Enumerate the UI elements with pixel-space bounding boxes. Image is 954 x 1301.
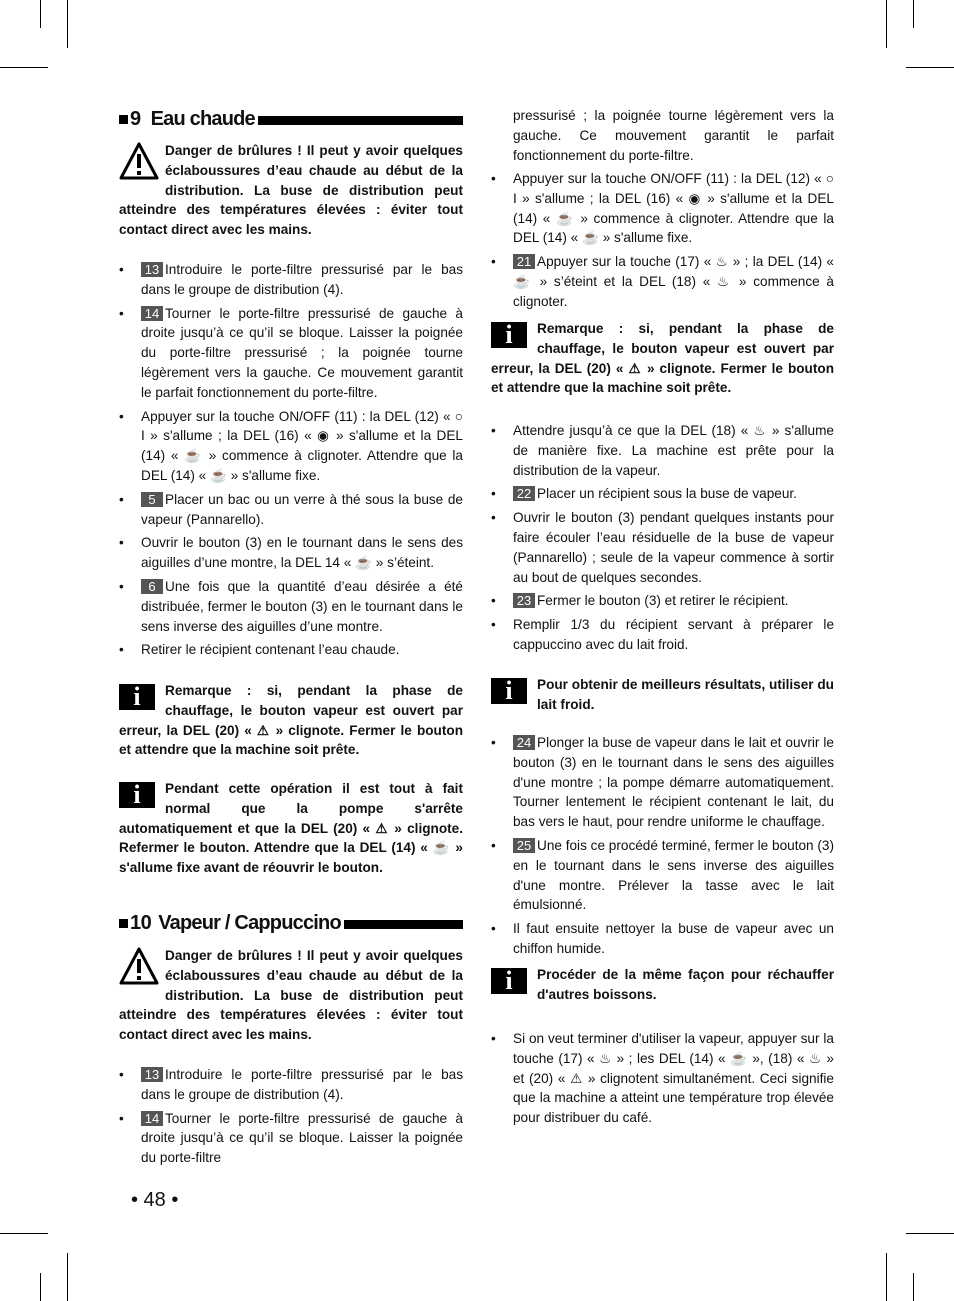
- section-heading-9: [119, 107, 463, 131]
- info-note: [491, 965, 834, 1005]
- list-item: [119, 533, 463, 573]
- danger-note: [119, 141, 463, 240]
- instruction-list: [491, 733, 834, 963]
- list-item: [491, 733, 834, 832]
- crop-mark: [913, 1273, 914, 1301]
- info-note: [491, 675, 834, 715]
- info-note: [119, 681, 463, 760]
- instruction-list: [119, 1065, 463, 1172]
- danger-note: [119, 946, 463, 1045]
- warning-triangle-icon: [119, 141, 159, 181]
- list-item: [491, 508, 834, 587]
- danger-text: Danger de brûlures ! Il peut y avoir quelques éclaboussures d’eau chaude au début de la distribution. La buse de distribution peut atteindre des températures élevées : éviter tout contact direct avec les mains.: [119, 143, 463, 238]
- crop-mark: [40, 0, 41, 28]
- info-text: Remarque : si, pendant la phase de chauffage, le bouton vapeur est ouvert par erreur, la DEL (20) « ⚠ » clignote. Fermer le bouton et attendre que la machine soit prête.: [119, 683, 463, 758]
- list-item: [491, 169, 834, 248]
- list-item: [491, 252, 834, 311]
- info-note: [119, 779, 463, 878]
- section-number: 10: [130, 911, 152, 934]
- list-item-text: Attendre jusqu’à ce que la DEL (18) « ♨ » s'allume de manière fixe. La machine est prête pour la distribution de la vapeur.: [513, 423, 834, 478]
- list-item: [491, 421, 834, 480]
- step-number-badge: 13: [141, 1067, 163, 1082]
- warning-triangle-icon: [119, 946, 159, 986]
- list-item-text: Retirer le récipient contenant l’eau chaude.: [141, 642, 400, 658]
- info-note: [491, 319, 834, 398]
- list-item-text: Placer un bac ou un verre à thé sous la buse de vapeur (Pannarello).: [141, 491, 463, 527]
- crop-mark: [906, 67, 954, 68]
- list-item: [119, 407, 463, 486]
- list-item: [119, 490, 463, 530]
- list-item: [491, 484, 834, 504]
- list-item-text: Une fois que la quantité d’eau désirée a été distribuée, fermer le bouton (3) en le tournant dans le sens inverse des aiguilles d’une montre.: [141, 578, 463, 634]
- info-icon: i: [119, 684, 155, 710]
- info-text: Pendant cette opération il est tout à fait normal que la pompe s'arrête automatiquement et que la DEL (20) « ⚠ » clignote. Refermer le bouton. Attendre que la DEL (14) « ☕ » s'allume fixe avant de réouvrir le bouton.: [119, 781, 463, 876]
- continued-text: [491, 106, 834, 165]
- section-number: 9: [130, 107, 141, 130]
- list-item-text: Remplir 1/3 du récipient servant à préparer le cappuccino avec du lait froid.: [513, 617, 834, 652]
- heading-rule: [344, 920, 463, 929]
- info-icon: i: [491, 322, 527, 348]
- list-item-text: Une fois ce procédé terminé, fermer le bouton (3) en le tournant dans le sens inverse des aiguilles d'une montre. Prélever la tasse avec le lait émulsionné.: [513, 837, 834, 913]
- list-item: [119, 1109, 463, 1168]
- info-text: Remarque : si, pendant la phase de chauffage, le bouton vapeur est ouvert par erreur, la DEL (20) « ⚠ » clignote. Fermer le bouton et attendre que la machine soit prête.: [491, 321, 834, 396]
- step-number-badge: 21: [513, 254, 535, 269]
- list-item-text: Appuyer sur la touche (17) « ♨ » ; la DEL (14) « ☕ » s’éteint et la DEL (18) « ♨ » commence à clignoter.: [513, 254, 834, 309]
- section-title: Eau chaude: [150, 107, 255, 130]
- page-number: • 48 •: [131, 1189, 179, 1211]
- list-item-text: Placer un récipient sous la buse de vapeur.: [537, 486, 797, 502]
- crop-mark: [40, 1273, 41, 1301]
- instruction-list: [119, 260, 463, 664]
- list-item: [119, 640, 463, 660]
- crop-mark: [906, 1233, 954, 1234]
- crop-mark: [67, 0, 68, 48]
- heading-rule: [258, 116, 463, 125]
- continued-paragraph: pressurisé ; la poignée tourne légèrement vers la gauche. Ce mouvement garantit le parfait fonctionnement du porte-filtre.: [513, 108, 834, 163]
- list-item: [491, 591, 834, 611]
- list-item: [119, 260, 463, 300]
- list-item: [491, 919, 834, 959]
- step-number-badge: 13: [141, 262, 163, 277]
- crop-mark: [886, 1253, 887, 1301]
- list-item-text: Tourner le porte-filtre pressurisé de gauche à droite jusqu’à ce qu’il se bloque. Laisser la poignée du porte-filtre: [141, 1110, 463, 1166]
- step-number-badge: 25: [513, 838, 535, 853]
- step-number-badge: 5: [141, 492, 163, 507]
- step-number-badge: 22: [513, 486, 535, 501]
- list-item-text: Si on veut terminer d'utiliser la vapeur, appuyer sur la touche (17) « ♨ » ; les DEL (14) « ☕ », (18) « ♨ » et (20) « ⚠ » clignotent simultanément. Ceci signifie que la machine a atteint une température trop élevée pour distribuer du café.: [513, 1031, 834, 1126]
- step-number-badge: 14: [141, 306, 163, 321]
- instruction-list: [491, 1029, 834, 1132]
- instruction-list: [491, 169, 834, 316]
- info-text: Pour obtenir de meilleurs résultats, utiliser du lait froid.: [537, 677, 834, 712]
- list-item-text: Ouvrir le bouton (3) pendant quelques instants pour faire écouler l’eau résiduelle de la buse de vapeur (Pannarello) ; seule de la vapeur commence à sortir au bout de quelques secondes.: [513, 510, 834, 585]
- list-item-text: Introduire le porte-filtre pressurisé par le bas dans le groupe de distribution (4).: [141, 1067, 463, 1102]
- list-item-text: Appuyer sur la touche ON/OFF (11) : la DEL (12) « ○ I » s'allume ; la DEL (16) « ◉ » s'allume et la DEL (14) « ☕ » commence à clignoter. Attendre que la DEL (14) « ☕ » s'allume fixe.: [141, 408, 463, 483]
- info-icon: i: [491, 968, 527, 994]
- list-item-text: Introduire le porte-filtre pressurisé par le bas dans le groupe de distribution (4).: [141, 262, 463, 297]
- crop-mark: [0, 1233, 48, 1234]
- list-item: [119, 577, 463, 636]
- list-item-text: Ouvrir le bouton (3) en le tournant dans le sens des aiguilles d’une montre, la DEL 14 « ☕ » s’éteint.: [141, 535, 463, 571]
- list-item: [491, 836, 834, 915]
- list-item: [119, 1065, 463, 1105]
- crop-mark: [886, 0, 887, 48]
- list-item: [119, 304, 463, 403]
- instruction-list: [491, 421, 834, 659]
- list-item: [491, 1029, 834, 1128]
- section-title: Vapeur / Cappuccino: [158, 911, 341, 934]
- danger-text: Danger de brûlures ! Il peut y avoir quelques éclaboussures d’eau chaude au début de la distribution. La buse de distribution peut atteindre des températures élevées : éviter tout contact direct avec les mains.: [119, 948, 463, 1043]
- step-number-badge: 23: [513, 593, 535, 608]
- step-number-badge: 24: [513, 735, 535, 750]
- step-number-badge: 14: [141, 1111, 163, 1126]
- info-icon: i: [491, 678, 527, 704]
- crop-mark: [0, 67, 48, 68]
- list-item-text: Fermer le bouton (3) et retirer le récipient.: [537, 593, 789, 609]
- list-item-text: Plonger la buse de vapeur dans le lait et ouvrir le bouton (3) en le tournant dans le sens des aiguilles d'une montre ; la pompe démarre automatiquement. Tourner lentement le récipient contenant le lait, du bas vers le haut, pour rendre uniforme le chauffage.: [513, 735, 834, 830]
- heading-marker: [119, 919, 128, 928]
- step-number-badge: 6: [141, 579, 163, 594]
- info-icon: i: [119, 782, 155, 808]
- list-item-text: Appuyer sur la touche ON/OFF (11) : la DEL (12) « ○ I » s'allume ; la DEL (16) « ◉ » s'allume et la DEL (14) « ☕ » commence à clignoter. Attendre que la DEL (14) « ☕ » s'allume fixe.: [513, 171, 834, 246]
- section-heading-10: [119, 911, 463, 935]
- info-text: Procéder de la même façon pour réchauffer d'autres boissons.: [537, 967, 834, 1002]
- crop-mark: [67, 1253, 68, 1301]
- crop-mark: [913, 0, 914, 28]
- list-item-text: Il faut ensuite nettoyer la buse de vapeur avec un chiffon humide.: [513, 921, 834, 956]
- heading-marker: [119, 115, 128, 124]
- list-item-text: Tourner le porte-filtre pressurisé de gauche à droite jusqu’à ce qu’il se bloque. Laisser la poignée du porte-filtre pressurisé ; la poignée tourne légèrement vers la gauche. Ce mouvement garantit le parfait fonctionnement du porte-filtre.: [141, 305, 463, 400]
- list-item: [491, 615, 834, 655]
